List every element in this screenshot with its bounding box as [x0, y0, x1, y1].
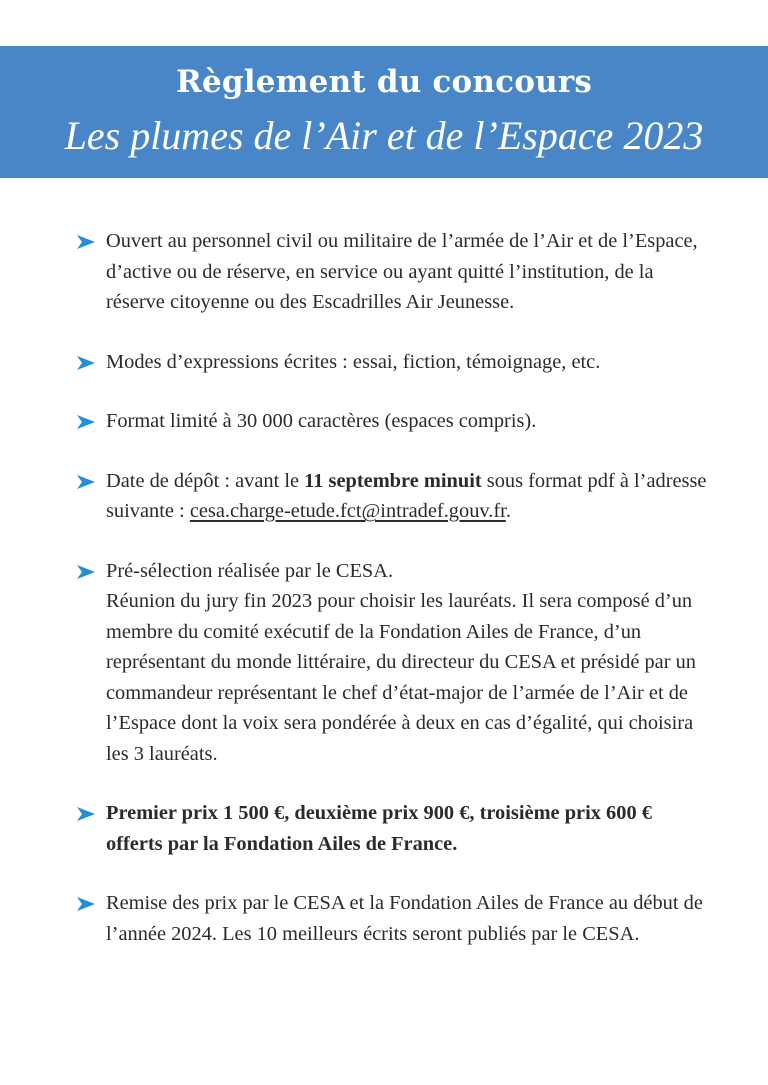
- page-subtitle: Les plumes de l’Air et de l’Espace 2023: [64, 113, 704, 158]
- deadline-date: 11 septembre minuit: [304, 469, 482, 492]
- page-title: Règlement du concours: [175, 64, 592, 100]
- arrow-right-icon: [77, 415, 95, 429]
- rule-jury: Réunion du jury fin 2023 pour choisir les lauréats. Il sera composé d’un membre du comité exécutif de la Fondation Ailes de France, d’un représentant du monde littéraire, du directeur du CESA et présidé par un commandeur représentant le chef d’état-major de l’armée de l’Air et de l’Espace dont la voix sera pondérée à deux en cas d’égalité, qui choisira les 3 lauréats.: [106, 590, 697, 765]
- arrow-right-icon: [77, 356, 95, 370]
- list-item: [0, 347, 768, 378]
- rule-eligibility: Ouvert au personnel civil ou militaire de l’armée de l’Air et de l’Espace, d’active ou de réserve, en service ou ayant quitté l’institution, de la réserve citoyenne ou des Escadrilles Air Jeunesse.: [106, 230, 698, 313]
- arrow-right-icon: [77, 475, 95, 489]
- list-item: [0, 226, 768, 318]
- header-banner: [0, 46, 768, 178]
- rule-format: Format limité à 30 000 caractères (espaces compris).: [106, 410, 537, 432]
- rules-list: [0, 226, 768, 978]
- arrow-right-icon: [77, 235, 95, 249]
- list-item: [0, 798, 768, 859]
- list-item: [0, 556, 768, 770]
- email-link[interactable]: cesa.charge-etude.fct@intradef.gouv.fr: [189, 500, 506, 522]
- list-item: [0, 888, 768, 949]
- rule-prizes: Premier prix 1 500 €, deuxième prix 900 €, troisième prix 600 € offerts par la Fondation Ailes de France.: [106, 802, 652, 855]
- arrow-right-icon: [77, 565, 95, 579]
- rule-ceremony: Remise des prix par le CESA et la Fondation Ailes de France au début de l’année 2024. Les 10 meilleurs écrits seront publiés par le CESA.: [106, 892, 703, 945]
- rule-modes: Modes d’expressions écrites : essai, fiction, témoignage, etc.: [106, 350, 601, 373]
- rule-deadline: Date de dépôt : avant le 11 septembre minuit sous format pdf à l’adresse suivante : cesa.charge-etude.fct@intradef.gouv.fr.: [106, 469, 707, 522]
- arrow-right-icon: [77, 897, 95, 911]
- list-item: [0, 466, 768, 527]
- arrow-right-icon: [77, 807, 95, 821]
- rule-preselection: Pré-sélection réalisée par le CESA.: [106, 559, 394, 582]
- list-item: [0, 406, 768, 437]
